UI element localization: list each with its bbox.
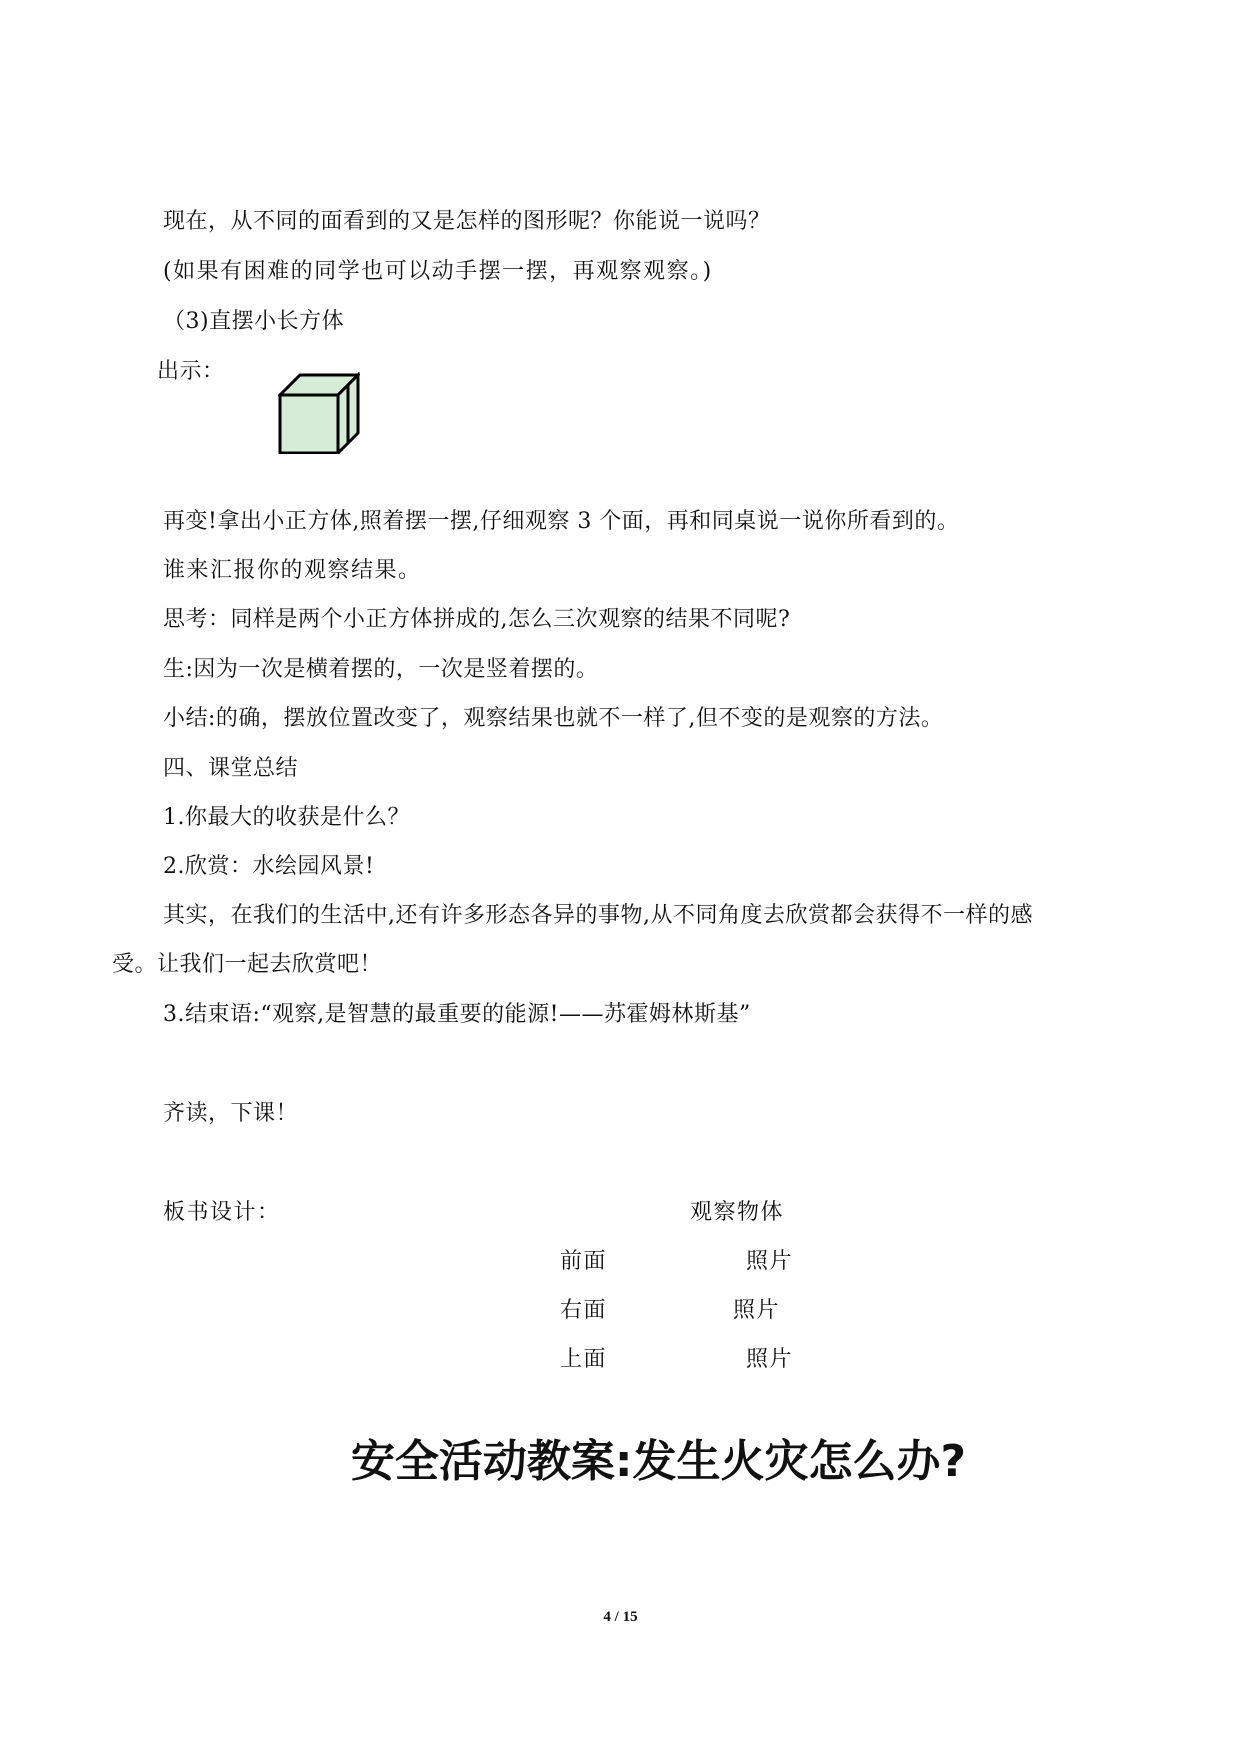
board-row-photo: 照片 (746, 1347, 794, 1372)
line-item-3: 3.结束语:“观察,是智慧的最重要的能源!——苏霍姆林斯基” (163, 1002, 751, 1027)
line-paragraph-start: 其实，在我们的生活中,还有许多形态各异的事物,从不同角度去欣赏都会获得不一样的感 (163, 903, 1033, 928)
document-title: 安全活动教案:发生火灾怎么办? (350, 1436, 967, 1487)
board-row-face: 右面 (560, 1298, 608, 1323)
line-report: 谁来汇报你的观察结果。 (163, 558, 422, 583)
line-show: 出示： (157, 359, 225, 384)
board-row-face: 前面 (560, 1249, 608, 1274)
line-item-1: 1.你最大的收获是什么？ (163, 805, 410, 830)
line-step-3: （3)直摆小长方体 (163, 309, 345, 334)
line-hands-on-hint: (如果有困难的同学也可以动手摆一摆，再观察观察。) (163, 259, 713, 284)
board-row-photo: 照片 (746, 1249, 794, 1274)
line-change-again: 再变!拿出小正方体,照着摆一摆,仔细观察 3 个面，再和同桌说一说你所看到的。 (163, 509, 960, 534)
line-summary: 小结:的确，摆放位置改变了，观察结果也就不一样了,但不变的是观察的方法。 (163, 706, 944, 731)
line-paragraph-end: 受。让我们一起去欣赏吧！ (112, 952, 383, 977)
cube-front-face (280, 395, 338, 453)
page-number: 4 / 15 (603, 1609, 638, 1625)
board-heading: 观察物体 (690, 1200, 785, 1225)
board-design-label: 板书设计： (163, 1200, 281, 1225)
board-row-face: 上面 (560, 1347, 608, 1372)
line-question-views: 现在，从不同的面看到的又是怎样的图形呢？你能说一说吗？ (163, 209, 771, 234)
section-heading-class-summary: 四、课堂总结 (163, 756, 299, 781)
cube-stack-illustration (278, 372, 360, 454)
line-dismiss: 齐读，下课！ (163, 1101, 299, 1126)
line-think: 思考：同样是两个小正方体拼成的,怎么三次观察的结果不同呢? (163, 607, 791, 632)
board-row-photo: 照片 (733, 1298, 781, 1323)
line-student-answer: 生:因为一次是横着摆的，一次是竖着摆的。 (163, 657, 599, 682)
line-item-2: 2.欣赏：水绘园风景! (163, 854, 375, 879)
